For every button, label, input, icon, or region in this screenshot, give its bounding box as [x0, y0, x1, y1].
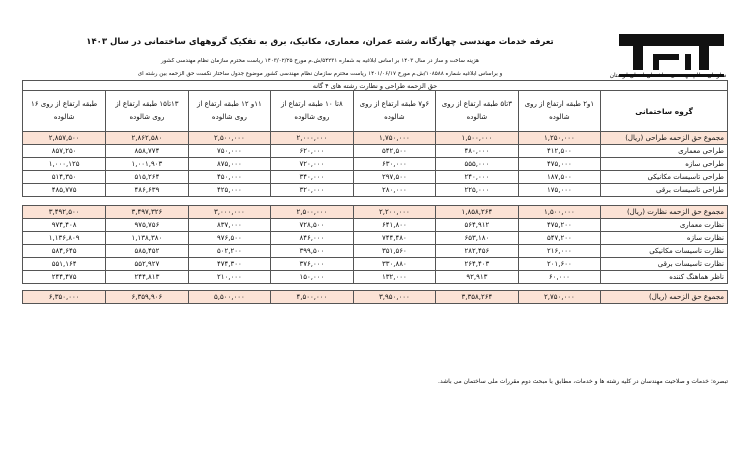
fee-cell: ۴۸۰,۰۰۰	[436, 145, 518, 158]
row-label: نظارت تاسیسات مکانیکی	[601, 245, 728, 258]
fee-cell: ۶,۳۵۹,۹۰۶	[106, 291, 188, 304]
document-title: تعرفه خدمات مهندسی چهارگانه رشته عمران، معماری، مکانیک، برق به تفکیک گروههای ساختمانی در سال ۱۴۰۳	[86, 37, 554, 47]
table-header-row	[23, 91, 728, 132]
row-label: نظارت تاسیسات برقی	[601, 258, 728, 271]
spacer-cell	[23, 284, 728, 291]
fee-cell: ۵۴۷,۲۰۰	[518, 232, 600, 245]
fee-cell: ۶۰,۰۰۰	[518, 271, 600, 284]
fee-cell: ۸۴۶,۰۰۰	[271, 232, 353, 245]
row-label: نظارت معماری	[601, 219, 728, 232]
fee-cell: ۵۰۲,۲۰۰	[188, 245, 270, 258]
table-row	[23, 145, 728, 158]
supervision-fee-section	[23, 206, 728, 284]
spacer-cell	[23, 197, 728, 206]
fee-cell: ۱,۲۵۰,۰۰۰	[518, 132, 600, 145]
fee-cell: ۳۳۰,۸۸۰	[353, 258, 435, 271]
fee-cell: ۸۵۸,۷۷۴	[106, 145, 188, 158]
fee-cell: ۳۹۹,۵۰۰	[271, 245, 353, 258]
fee-cell: ۴۷۵,۲۰۰	[518, 219, 600, 232]
fee-cell: ۴۸۶,۶۳۹	[106, 184, 188, 197]
fee-cell: ۲,۸۵۷,۵۰۰	[23, 132, 106, 145]
fee-cell: ۲,۵۰۰,۰۰۰	[188, 132, 270, 145]
fee-cell: ۶۲۰,۰۰۰	[271, 145, 353, 158]
section-spacer	[23, 197, 728, 206]
fee-cell: ۳۷۶,۰۰۰	[271, 258, 353, 271]
fee-cell: ۲,۸۶۲,۵۸۰	[106, 132, 188, 145]
fee-cell: ۷۲۰,۰۰۰	[271, 158, 353, 171]
column-header: طبقه ارتفاع از روی ۱۶ شالوده	[23, 91, 106, 132]
fee-cell: ۵۶۴,۹۱۲	[436, 219, 518, 232]
fee-cell: ۲۸۲,۴۵۶	[436, 245, 518, 258]
fee-table	[22, 80, 728, 304]
fee-cell: ۵۵۵,۰۰۰	[436, 158, 518, 171]
document-subtitle-1: هزینه ساخت و ساز در سال ۱۴۰۳ بر اساس ابلاغیه به شماره ۵۴۲۳۱/ش.م مورخ ۱۴۰۳/۰۲/۲۵ ریاست محترم سازمان نظام مهندسی کشور	[161, 58, 479, 64]
column-header: ۱۱و ۱۲ طبقه ارتفاع از روی شالوده	[188, 91, 270, 132]
fee-cell: ۱,۵۰۰,۰۰۰	[436, 132, 518, 145]
column-header: ۱و۲ طبقه ارتفاع از روی شالوده	[518, 91, 600, 132]
table-row	[23, 219, 728, 232]
fee-cell: ۳۵۱,۵۶۰	[353, 245, 435, 258]
fee-cell: ۲۶۴,۴۰۳	[436, 258, 518, 271]
logo-caption: سازمان نظام مهندسی ساختمان استان لرستان	[609, 72, 727, 79]
row-label: نظارت سازه	[601, 232, 728, 245]
document-subtitle-2: و براساس ابلاغیه شماره ۱۰۸۵۸۸/ش.م مورخ ۱۴۰۱/۰۶/۱۷ ریاست محترم سازمان نظام مهندسی کشور موضوع جدول ساختار نکست حق الزحمه بین رشته ای	[137, 71, 503, 77]
fee-cell: ۴۸۵,۷۷۵	[23, 184, 106, 197]
fee-cell: ۲,۰۰۰,۰۰۰	[271, 132, 353, 145]
fee-cell: ۱۷۵,۰۰۰	[518, 184, 600, 197]
fee-cell: ۲,۲۰۰,۰۰۰	[353, 206, 435, 219]
fee-cell: ۶۳۰,۰۰۰	[353, 158, 435, 171]
column-header: ۱۳تا۱۵ طبقه ارتفاع از روی شالوده	[106, 91, 188, 132]
table-row	[23, 158, 728, 171]
fee-cell: ۲۱۰,۰۰۰	[188, 271, 270, 284]
total-row	[23, 291, 728, 304]
fee-cell: ۲۸۰,۰۰۰	[353, 184, 435, 197]
fee-cell: ۱۳۲,۰۰۰	[353, 271, 435, 284]
column-header: ۸تا ۱۰ طبقه ارتفاع از روی شالوده	[271, 91, 353, 132]
fee-cell: ۹۷۴,۴۰۸	[23, 219, 106, 232]
fee-cell: ۱,۵۰۰,۰۰۰	[518, 206, 600, 219]
fee-cell: ۷۲۸,۵۰۰	[271, 219, 353, 232]
total-row	[23, 206, 728, 219]
fee-cell: ۴۱۲,۵۰۰	[518, 145, 600, 158]
row-label: مجموع حق الزحمه (ریال)	[601, 291, 728, 304]
row-label: مجموع حق الزحمه طراحی (ریال)	[601, 132, 728, 145]
fee-cell: ۵۱۴,۳۵۰	[23, 171, 106, 184]
grand-total-section	[23, 291, 728, 304]
table-row	[23, 184, 728, 197]
fee-cell: ۶۵۳,۱۸۰	[436, 232, 518, 245]
fee-cell: ۱۵۰,۰۰۰	[271, 271, 353, 284]
fee-cell: ۷۵۰,۰۰۰	[188, 145, 270, 158]
table-row	[23, 232, 728, 245]
fee-cell: ۱,۱۳۶,۸۰۹	[23, 232, 106, 245]
fee-cell: ۲۰۱,۶۰۰	[518, 258, 600, 271]
fee-cell: ۶۴۱,۸۰۰	[353, 219, 435, 232]
group-header: گروه ساختمانی	[601, 91, 728, 132]
fee-cell: ۱۸۷,۵۰۰	[518, 171, 600, 184]
fee-cell: ۳۴۰,۰۰۰	[271, 171, 353, 184]
fee-cell: ۸۵۷,۲۵۰	[23, 145, 106, 158]
fee-cell: ۳,۳۵۸,۲۶۴	[436, 291, 518, 304]
table-row	[23, 258, 728, 271]
fee-cell: ۲۹۷,۵۰۰	[353, 171, 435, 184]
fee-cell: ۸۳۷,۰۰۰	[188, 219, 270, 232]
fee-cell: ۵۴۲,۵۰۰	[353, 145, 435, 158]
fee-cell: ۲۴۴,۴۷۵	[23, 271, 106, 284]
table-row	[23, 171, 728, 184]
fee-cell: ۱,۱۳۸,۳۸۰	[106, 232, 188, 245]
fee-cell: ۴۲۵,۰۰۰	[188, 184, 270, 197]
fee-cell: ۴۷۵,۰۰۰	[518, 158, 600, 171]
row-label: ناظر هماهنگ کننده	[601, 271, 728, 284]
fee-cell: ۳۲۰,۰۰۰	[271, 184, 353, 197]
table-row	[23, 245, 728, 258]
fee-cell: ۴۷۴,۳۰۰	[188, 258, 270, 271]
fee-cell: ۱,۷۵۰,۰۰۰	[353, 132, 435, 145]
fee-cell: ۱,۰۰۰,۱۲۵	[23, 158, 106, 171]
fee-cell: ۵۵۱,۱۶۴	[23, 258, 106, 271]
fee-cell: ۵,۵۰۰,۰۰۰	[188, 291, 270, 304]
fee-cell: ۳,۹۵۰,۰۰۰	[353, 291, 435, 304]
fee-cell: ۵۸۵,۴۵۲	[106, 245, 188, 258]
fee-cell: ۵۱۵,۲۶۴	[106, 171, 188, 184]
fee-cell: ۲,۵۰۰,۰۰۰	[271, 206, 353, 219]
table-row	[23, 271, 728, 284]
fee-cell: ۴,۵۰۰,۰۰۰	[271, 291, 353, 304]
footnote: تبصره: خدمات و صلاحیت مهندسان در کلیه رشته ها و خدمات، مطابق با مبحث دوم مقررات ملی ساختمان می باشد.	[438, 378, 728, 385]
column-header: ۳تا۵ طبقه ارتفاع از روی شالوده	[436, 91, 518, 132]
fee-cell: ۶,۳۵۰,۰۰۰	[23, 291, 106, 304]
row-label: طراحی معماری	[601, 145, 728, 158]
fee-cell: ۹۲,۹۱۳	[436, 271, 518, 284]
fee-cell: ۷۴۴,۴۸۰	[353, 232, 435, 245]
fee-cell: ۲۴۴,۸۱۳	[106, 271, 188, 284]
fee-cell: ۲۱۶,۰۰۰	[518, 245, 600, 258]
fee-cell: ۹۷۶,۵۰۰	[188, 232, 270, 245]
fee-cell: ۱,۰۰۱,۹۰۳	[106, 158, 188, 171]
fee-cell: ۲۴۰,۰۰۰	[436, 171, 518, 184]
fee-cell: ۳,۰۰۰,۰۰۰	[188, 206, 270, 219]
total-row	[23, 132, 728, 145]
fee-cell: ۳,۴۹۷,۳۲۶	[106, 206, 188, 219]
row-label: طراحی تاسیسات برقی	[601, 184, 728, 197]
fee-cell: ۲۲۵,۰۰۰	[436, 184, 518, 197]
fee-cell: ۲,۷۵۰,۰۰۰	[518, 291, 600, 304]
fee-cell: ۱,۸۵۸,۲۶۴	[436, 206, 518, 219]
fee-cell: ۴۵۰,۰۰۰	[188, 171, 270, 184]
fee-cell: ۹۷۵,۷۵۶	[106, 219, 188, 232]
table-caption: حق الزحمه طراحی و نظارت رشته های ۴ گانه	[23, 81, 728, 91]
design-fee-section	[23, 132, 728, 197]
column-header: ۶و۷ طبقه ارتفاع از روی شالوده	[353, 91, 435, 132]
fee-cell: ۵۵۲,۹۲۷	[106, 258, 188, 271]
row-label: طراحی تاسیسات مکانیکی	[601, 171, 728, 184]
fee-cell: ۵۸۴,۶۴۵	[23, 245, 106, 258]
section-spacer	[23, 284, 728, 291]
fee-cell: ۸۷۵,۰۰۰	[188, 158, 270, 171]
row-label: مجموع حق الزحمه نظارت (ریال)	[601, 206, 728, 219]
fee-cell: ۳,۴۹۲,۵۰۰	[23, 206, 106, 219]
row-label: طراحی سازه	[601, 158, 728, 171]
